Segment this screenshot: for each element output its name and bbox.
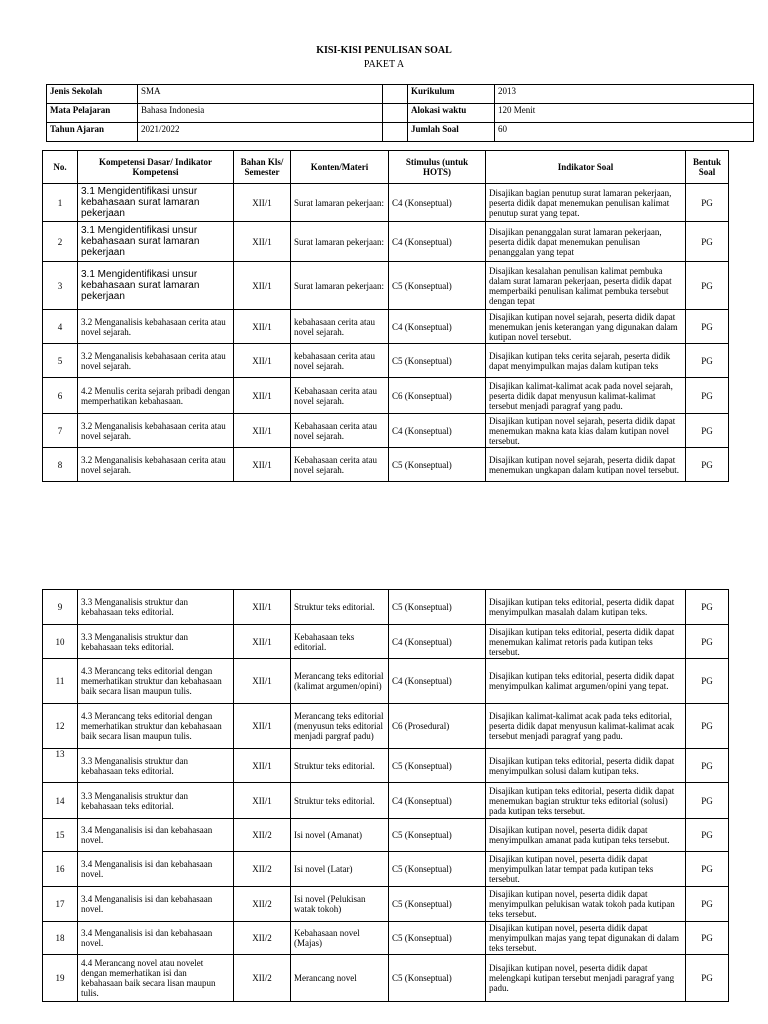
row-stimulus: C4 (Konseptual)	[389, 184, 486, 222]
info-spacer	[383, 123, 408, 142]
table-row	[43, 955, 729, 1002]
info-value: SMA	[138, 85, 383, 104]
row-kelas: XII/1	[234, 783, 291, 819]
row-indikator: Disajikan kutipan novel, peserta didik dapat menyimpulkan latar tempat pada kutipan teks tersebut.	[486, 852, 686, 887]
row-kelas: XII/2	[234, 955, 291, 1002]
row-bentuk: PG	[686, 955, 729, 1002]
row-number: 13	[43, 749, 78, 783]
row-stimulus: C5 (Konseptual)	[389, 262, 486, 310]
header-materi: Konten/Materi	[291, 151, 389, 184]
row-stimulus: C6 (Prosedural)	[389, 704, 486, 749]
row-bentuk: PG	[686, 448, 729, 482]
row-bentuk: PG	[686, 262, 729, 310]
row-number: 5	[43, 344, 78, 378]
info-label: Alokasi waktu	[408, 104, 495, 123]
row-materi: Isi novel (Pelukisan watak tokoh)	[291, 887, 389, 922]
row-materi: Kebahasaan cerita atau novel sejarah.	[291, 414, 389, 448]
row-bentuk: PG	[686, 659, 729, 704]
row-number: 10	[43, 625, 78, 659]
document-subtitle: PAKET A	[363, 59, 405, 70]
row-materi: Struktur teks editorial.	[291, 783, 389, 819]
row-number: 6	[43, 378, 78, 414]
table-row	[43, 414, 729, 448]
header-indikator: Indikator Soal	[486, 151, 686, 184]
row-stimulus: C5 (Konseptual)	[389, 819, 486, 852]
row-materi: Struktur teks editorial.	[291, 590, 389, 625]
row-kelas: XII/1	[234, 184, 291, 222]
row-materi: Merancang teks editorial (kalimat argumen/opini)	[291, 659, 389, 704]
row-kompetensi: 3.3 Menganalisis struktur dan kebahasaan teks editorial.	[78, 749, 234, 783]
row-kompetensi: 3.3 Menganalisis struktur dan kebahasaan teks editorial.	[78, 625, 234, 659]
row-bentuk: PG	[686, 704, 729, 749]
table-row	[43, 262, 729, 310]
row-materi: Kebahasaan cerita atau novel sejarah.	[291, 448, 389, 482]
row-number: 4	[43, 310, 78, 344]
row-indikator: Disajikan kutipan teks editorial, peserta didik dapat menyimpulkan kalimat argumen/opini yang tepat.	[486, 659, 686, 704]
row-indikator: Disajikan kutipan novel, peserta didik dapat menyimpulkan majas yang tepat digunakan di dalam teks tersebut.	[486, 922, 686, 955]
info-value: Bahasa Indonesia	[138, 104, 383, 123]
row-kompetensi: 4.3 Merancang teks editorial dengan memerhatikan struktur dan kebahasaan baik secara lisan maupun tulis.	[78, 659, 234, 704]
info-label: Jumlah Soal	[408, 123, 495, 142]
row-indikator: Disajikan penanggalan surat lamaran pekerjaan, peserta didik dapat menemukan penulisan penanggalan yang tepat	[486, 222, 686, 262]
row-stimulus: C4 (Konseptual)	[389, 414, 486, 448]
table-row	[43, 344, 729, 378]
row-indikator: Disajikan kutipan teks editorial, peserta didik dapat menemukan kalimat retoris pada kutipan teks tersebut.	[486, 625, 686, 659]
row-materi: Surat lamaran pekerjaan:	[291, 184, 389, 222]
row-materi: Kebahasaan cerita atau novel sejarah.	[291, 378, 389, 414]
row-bentuk: PG	[686, 783, 729, 819]
info-value: 2021/2022	[138, 123, 383, 142]
row-kompetensi: 3.2 Menganalisis kebahasaan cerita atau novel sejarah.	[78, 448, 234, 482]
row-materi: Merancang teks editorial (menyusun teks editorial menjadi pargraf padu)	[291, 704, 389, 749]
row-indikator: Disajikan kutipan teks editorial, peserta didik dapat menemukan bagian struktur teks editorial (solusi) pada kutipan teks tersebut.	[486, 783, 686, 819]
row-kompetensi: 3.2 Menganalisis kebahasaan cerita atau novel sejarah.	[78, 310, 234, 344]
row-kompetensi: 3.1 Mengidentifikasi unsur kebahasaan surat lamaran pekerjaan	[78, 222, 234, 262]
info-table	[46, 84, 754, 142]
info-label: Kurikulum	[408, 85, 495, 104]
row-bentuk: PG	[686, 590, 729, 625]
row-kelas: XII/1	[234, 448, 291, 482]
row-kelas: XII/2	[234, 819, 291, 852]
row-materi: kebahasaan cerita atau novel sejarah.	[291, 310, 389, 344]
row-materi: Isi novel (Amanat)	[291, 819, 389, 852]
table-row	[43, 378, 729, 414]
row-indikator: Disajikan kutipan teks cerita sejarah, peserta didik dapat menyimpulkan majas dalam kutipan teks	[486, 344, 686, 378]
row-kelas: XII/1	[234, 414, 291, 448]
header-stimulus: Stimulus (untuk HOTS)	[389, 151, 486, 184]
row-kompetensi: 3.4 Menganalisis isi dan kebahasaan novel.	[78, 922, 234, 955]
row-stimulus: C5 (Konseptual)	[389, 852, 486, 887]
row-bentuk: PG	[686, 819, 729, 852]
row-bentuk: PG	[686, 344, 729, 378]
row-bentuk: PG	[686, 852, 729, 887]
row-kompetensi: 3.4 Menganalisis isi dan kebahasaan novel.	[78, 819, 234, 852]
info-spacer	[383, 104, 408, 123]
row-kelas: XII/1	[234, 344, 291, 378]
row-bentuk: PG	[686, 310, 729, 344]
row-number: 14	[43, 783, 78, 819]
row-stimulus: C4 (Konseptual)	[389, 625, 486, 659]
row-bentuk: PG	[686, 184, 729, 222]
row-kelas: XII/2	[234, 887, 291, 922]
row-kompetensi: 3.3 Menganalisis struktur dan kebahasaan teks editorial.	[78, 590, 234, 625]
row-stimulus: C5 (Konseptual)	[389, 955, 486, 1002]
table-row	[43, 625, 729, 659]
row-stimulus: C4 (Konseptual)	[389, 310, 486, 344]
table-row	[43, 922, 729, 955]
kisi-kisi-table-page2	[42, 589, 729, 1002]
info-row	[47, 123, 754, 142]
row-stimulus: C6 (Konseptual)	[389, 378, 486, 414]
table-row	[43, 887, 729, 922]
header-bentuk: Bentuk Soal	[686, 151, 729, 184]
kisi-kisi-table-page1	[42, 150, 729, 482]
row-kelas: XII/1	[234, 378, 291, 414]
row-indikator: Disajikan kutipan teks editorial, peserta didik dapat menyimpulkan solusi dalam kutipan teks.	[486, 749, 686, 783]
row-kelas: XII/1	[234, 704, 291, 749]
row-kompetensi: 3.4 Menganalisis isi dan kebahasaan novel.	[78, 887, 234, 922]
row-kompetensi: 3.2 Menganalisis kebahasaan cerita atau novel sejarah.	[78, 344, 234, 378]
row-indikator: Disajikan kutipan novel sejarah, peserta didik dapat menemukan jenis keterangan yang digunakan dalam kutipan novel tersebut.	[486, 310, 686, 344]
row-kompetensi: 3.2 Menganalisis kebahasaan cerita atau novel sejarah.	[78, 414, 234, 448]
row-materi: Kebahasaan novel (Majas)	[291, 922, 389, 955]
row-indikator: Disajikan kutipan novel, peserta didik dapat menyimpulkan pelukisan watak tokoh pada kutipan teks tersebut.	[486, 887, 686, 922]
row-stimulus: C5 (Konseptual)	[389, 344, 486, 378]
info-spacer	[383, 85, 408, 104]
row-stimulus: C4 (Konseptual)	[389, 222, 486, 262]
table-row	[43, 184, 729, 222]
row-stimulus: C5 (Konseptual)	[389, 590, 486, 625]
row-kelas: XII/1	[234, 222, 291, 262]
row-indikator: Disajikan kutipan novel sejarah, peserta didik dapat menemukan ungkapan dalam kutipan novel tersebut.	[486, 448, 686, 482]
table-row	[43, 659, 729, 704]
info-label: Tahun Ajaran	[47, 123, 138, 142]
row-stimulus: C5 (Konseptual)	[389, 922, 486, 955]
row-kelas: XII/2	[234, 922, 291, 955]
row-indikator: Disajikan kalimat-kalimat acak pada teks editorial, peserta didik dapat menyusun kalimat-kalimat acak tersebut menjadi paragraf yang padu.	[486, 704, 686, 749]
row-kompetensi: 4.4 Merancang novel atau novelet dengan memerhatikan isi dan kebahasaan baik secara lisan maupun tulis.	[78, 955, 234, 1002]
row-indikator: Disajikan kutipan novel, peserta didik dapat menyimpulkan amanat pada kutipan teks tersebut.	[486, 819, 686, 852]
table-row	[43, 852, 729, 887]
table-row	[43, 749, 729, 783]
table-row	[43, 783, 729, 819]
row-number: 1	[43, 184, 78, 222]
row-indikator: Disajikan bagian penutup surat lamaran pekerjaan, peserta didik dapat menemukan penulisan kalimat penutup surat yang tepat.	[486, 184, 686, 222]
row-materi: Kebahasaan teks editorial.	[291, 625, 389, 659]
row-materi: Merancang novel	[291, 955, 389, 1002]
row-bentuk: PG	[686, 378, 729, 414]
row-materi: kebahasaan cerita atau novel sejarah.	[291, 344, 389, 378]
row-indikator: Disajikan kutipan teks editorial, peserta didik dapat menyimpulkan masalah dalam kutipan teks.	[486, 590, 686, 625]
row-kelas: XII/1	[234, 625, 291, 659]
row-kelas: XII/2	[234, 852, 291, 887]
row-number: 2	[43, 222, 78, 262]
row-stimulus: C5 (Konseptual)	[389, 887, 486, 922]
row-bentuk: PG	[686, 414, 729, 448]
row-kelas: XII/1	[234, 310, 291, 344]
row-kompetensi: 3.1 Mengidentifikasi unsur kebahasaan surat lamaran pekerjaan	[78, 262, 234, 310]
table-row	[43, 448, 729, 482]
row-bentuk: PG	[686, 625, 729, 659]
row-materi: Struktur teks editorial.	[291, 749, 389, 783]
row-number: 9	[43, 590, 78, 625]
table-header-row	[43, 151, 729, 184]
row-bentuk: PG	[686, 922, 729, 955]
row-number: 8	[43, 448, 78, 482]
row-indikator: Disajikan kesalahan penulisan kalimat pembuka dalam surat lamaran pekerjaan, peserta didik dapat memperbaiki penulisan kalimat pembuka tersebut dengan tepat	[486, 262, 686, 310]
row-number: 19	[43, 955, 78, 1002]
row-stimulus: C5 (Konseptual)	[389, 749, 486, 783]
row-number: 18	[43, 922, 78, 955]
row-number: 3	[43, 262, 78, 310]
row-kompetensi: 4.3 Merancang teks editorial dengan memerhatikan struktur dan kebahasaan baik secara lisan maupun tulis.	[78, 704, 234, 749]
row-kelas: XII/1	[234, 590, 291, 625]
row-indikator: Disajikan kutipan novel sejarah, peserta didik dapat menemukan makna kata kias dalam kutipan novel tersebut.	[486, 414, 686, 448]
row-kelas: XII/1	[234, 262, 291, 310]
row-kompetensi: 3.1 Mengidentifikasi unsur kebahasaan surat lamaran pekerjaan	[78, 184, 234, 222]
row-indikator: Disajikan kutipan novel, peserta didik dapat melengkapi kutipan tersebut menjadi paragraf yang padu.	[486, 955, 686, 1002]
row-indikator: Disajikan kalimat-kalimat acak pada novel sejarah, peserta didik dapat menyusun kalimat-kalimat tersebut menjadi paragraf yang padu.	[486, 378, 686, 414]
row-bentuk: PG	[686, 222, 729, 262]
info-label: Jenis Sekolah	[47, 85, 138, 104]
row-number: 16	[43, 852, 78, 887]
row-materi: Surat lamaran pekerjaan:	[291, 222, 389, 262]
header-no: No.	[43, 151, 78, 184]
row-number: 7	[43, 414, 78, 448]
table-row	[43, 819, 729, 852]
row-number: 15	[43, 819, 78, 852]
row-stimulus: C4 (Konseptual)	[389, 783, 486, 819]
row-bentuk: PG	[686, 887, 729, 922]
table-row	[43, 310, 729, 344]
info-value: 120 Menit	[495, 104, 754, 123]
row-kompetensi: 4.2 Menulis cerita sejarah pribadi dengan memperhatikan kebahasaan.	[78, 378, 234, 414]
row-materi: Surat lamaran pekerjaan:	[291, 262, 389, 310]
info-row	[47, 104, 754, 123]
row-bentuk: PG	[686, 749, 729, 783]
info-value: 2013	[495, 85, 754, 104]
row-stimulus: C5 (Konseptual)	[389, 448, 486, 482]
table-row	[43, 704, 729, 749]
header-kelas: Bahan Kls/ Semester	[234, 151, 291, 184]
table-row	[43, 222, 729, 262]
row-materi: Isi novel (Latar)	[291, 852, 389, 887]
row-kompetensi: 3.3 Menganalisis struktur dan kebahasaan teks editorial.	[78, 783, 234, 819]
document-title: KISI-KISI PENULISAN SOAL	[316, 45, 452, 56]
header-kompetensi: Kompetensi Dasar/ Indikator Kompetensi	[78, 151, 234, 184]
row-kelas: XII/1	[234, 749, 291, 783]
row-number: 17	[43, 887, 78, 922]
row-number: 12	[43, 704, 78, 749]
table-row	[43, 590, 729, 625]
row-stimulus: C4 (Konseptual)	[389, 659, 486, 704]
row-number: 11	[43, 659, 78, 704]
row-kelas: XII/1	[234, 659, 291, 704]
info-value: 60	[495, 123, 754, 142]
info-row	[47, 85, 754, 104]
row-kompetensi: 3.4 Menganalisis isi dan kebahasaan novel.	[78, 852, 234, 887]
info-label: Mata Pelajaran	[47, 104, 138, 123]
